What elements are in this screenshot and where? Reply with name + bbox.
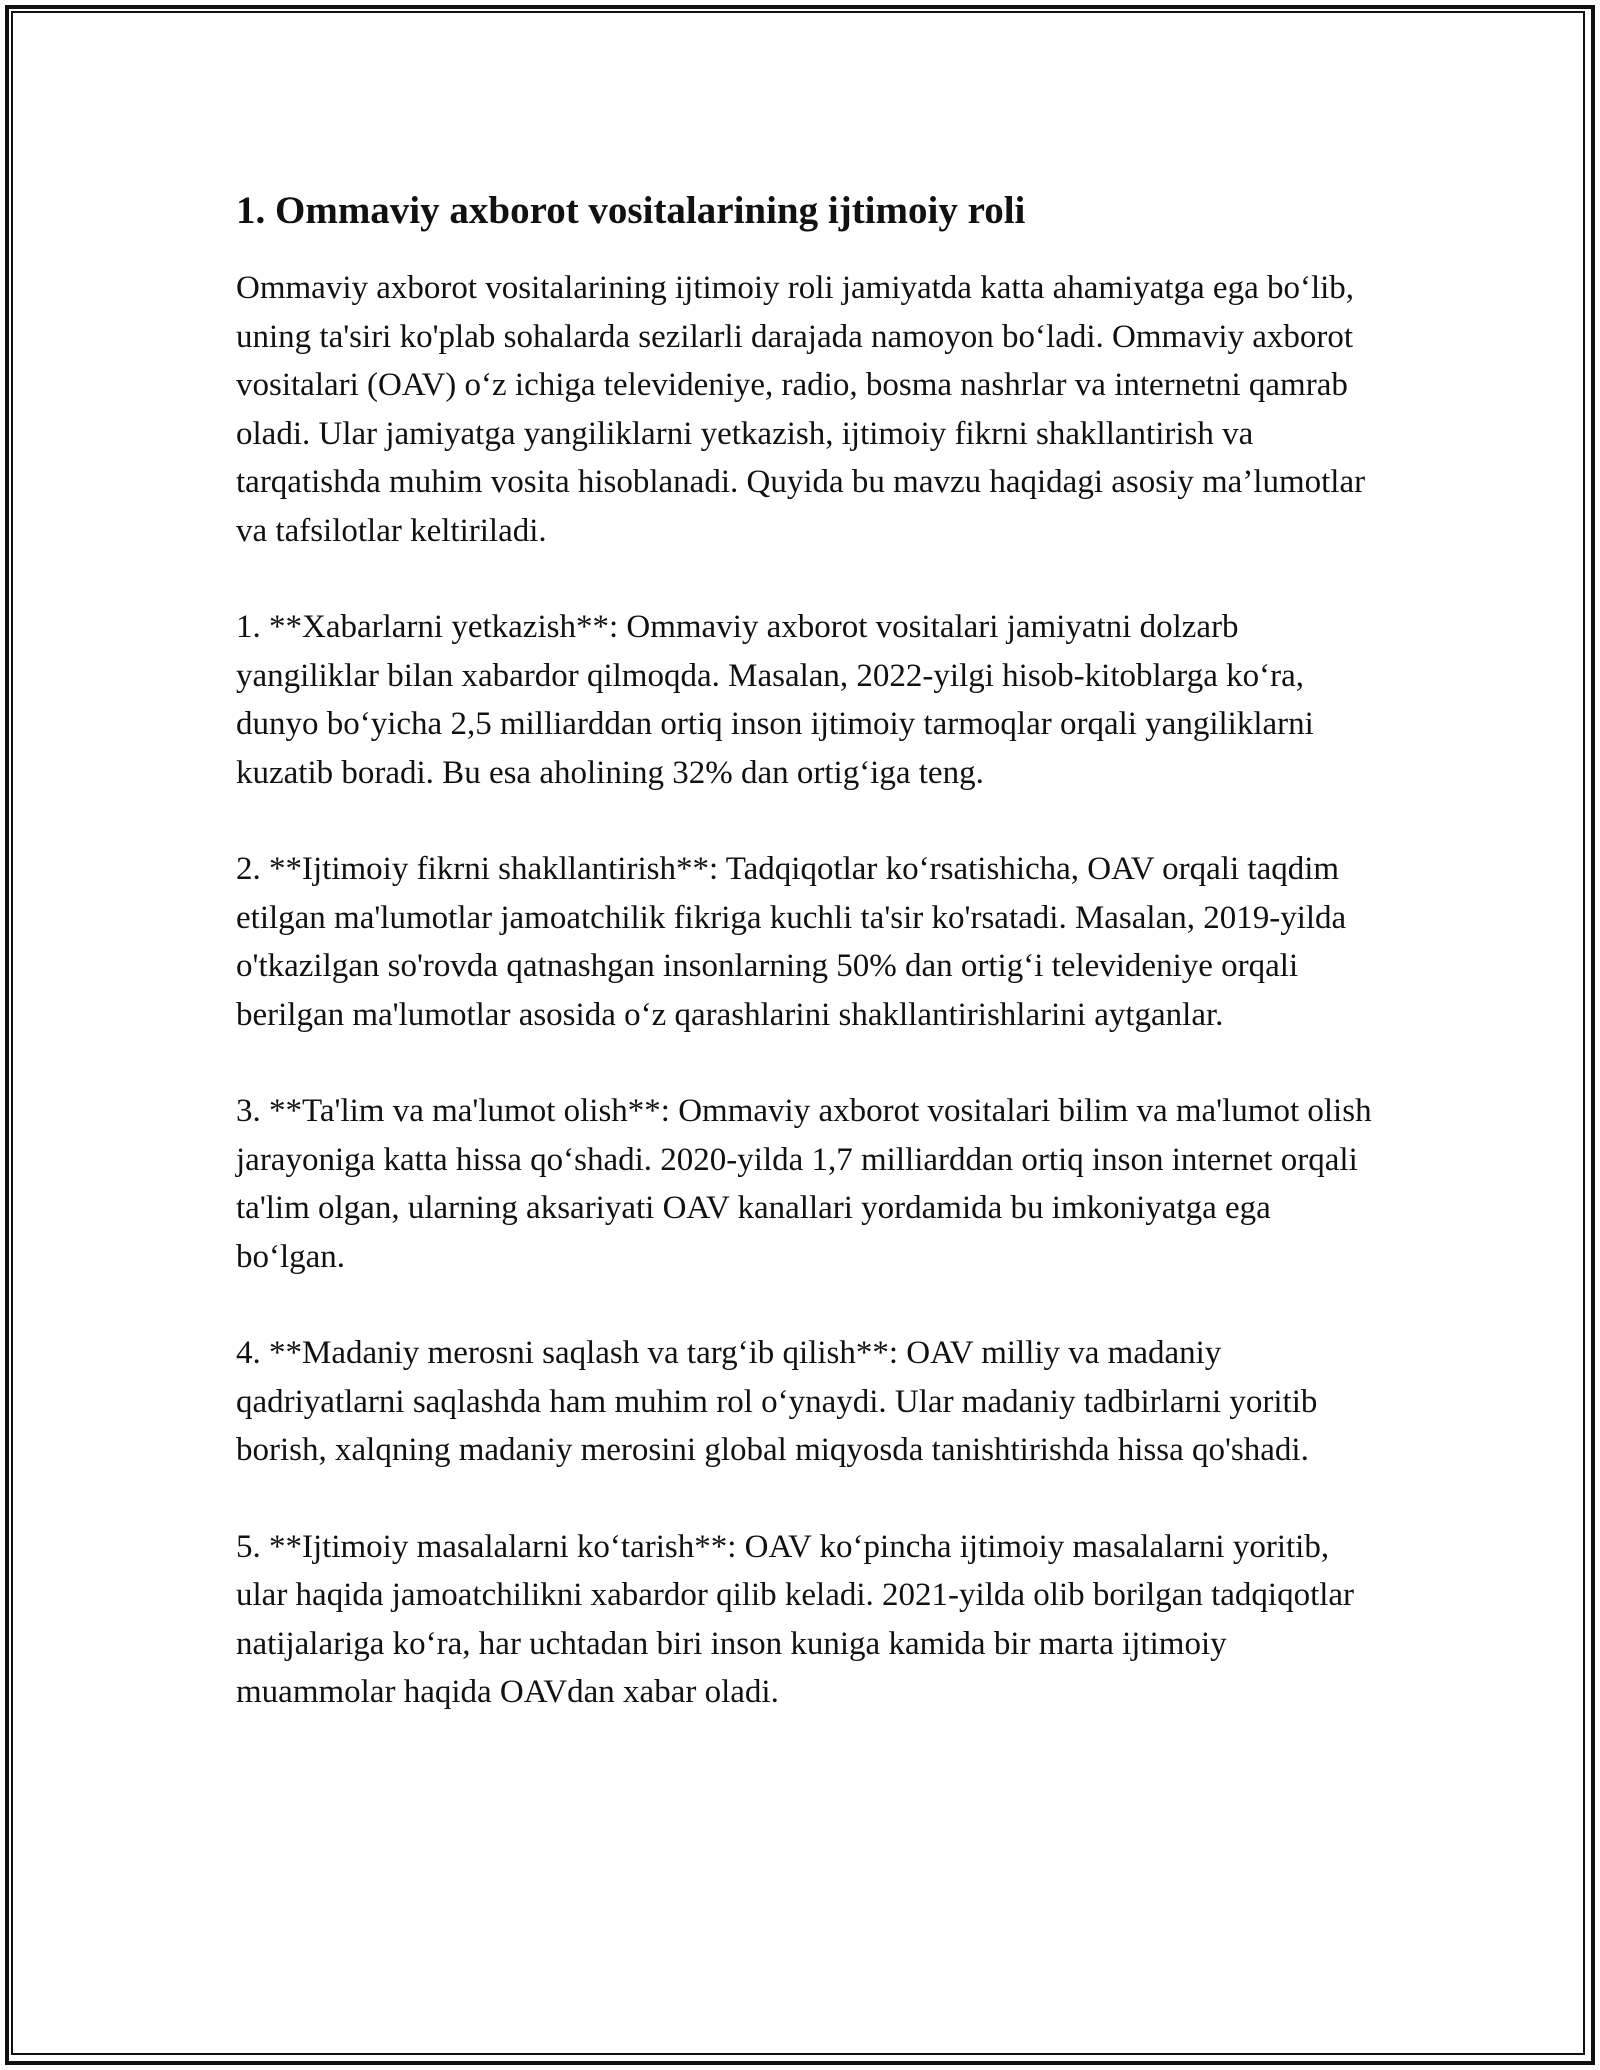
point-5-paragraph: 5. **Ijtimoiy masalalarni ko‘tarish**: OAV ko‘pincha ijtimoiy masalalarni yoritib, ular haqida jamoatchilikni xabardor qilib keladi. 2021-yilda olib borilgan tadqiqotlar natijalariga ko‘ra, har uchtadan biri inson kuniga kamida bir marta ijtimoiy muammolar haqida OAVdan xabar oladi. <box>236 1528 1355 1710</box>
point-4-paragraph: 4. **Madaniy merosni saqlash va targ‘ib qilish**: OAV milliy va madaniy qadriyatlarni saqlashda ham muhim rol o‘ynaydi. Ular madaniy tadbirlarni yoritib borish, xalqning madaniy merosini global miqyosda tanishtirishda hissa qo'shadi. <box>236 1335 1318 1468</box>
point-3-paragraph: 3. **Ta'lim va ma'lumot olish**: Ommaviy axborot vositalari bilim va ma'lumot olish jarayoniga katta hissa qo‘shadi. 2020-yilda 1,7 milliarddan ortiq inson internet orqali ta'lim olgan, ularning aksariyati OAV kanallari yordamida bu imkoniyatga ega bo‘lgan. <box>236 1093 1372 1275</box>
intro-paragraph: Ommaviy axborot vositalarining ijtimoiy roli jamiyatda katta ahamiyatga ega bo‘lib, uning ta'siri ko'plab sohalarda sezilarli darajada namoyon bo‘ladi. Ommaviy axborot vositalari (OAV) o‘z ichiga televideniye, radio, bosma nashrlar va internetni qamrab oladi. Ular jamiyatga yangiliklarni yetkazish, ijtimoiy fikrni shakllantirish va tarqatishda muhim vosita hisoblanadi. Quyida bu mavzu haqidagi asosiy ma’lumotlar va tafsilotlar keltiriladi. <box>236 270 1366 549</box>
document-body <box>236 180 1376 1765</box>
point-1-paragraph: 1. **Xabarlarni yetkazish**: Ommaviy axborot vositalari jamiyatni dolzarb yangiliklar bilan xabardor qilmoqda. Masalan, 2022-yilgi hisob-kitoblarga ko‘ra, dunyo bo‘yicha 2,5 milliarddan ortiq inson ijtimoiy tarmoqlar orqali yangiliklarni kuzatib boradi. Bu esa aholining 32% dan ortig‘iga teng. <box>236 609 1314 791</box>
point-2-paragraph: 2. **Ijtimoiy fikrni shakllantirish**: Tadqiqotlar ko‘rsatishicha, OAV orqali taqdim etilgan ma'lumotlar jamoatchilik fikriga kuchli ta'sir ko'rsatadi. Masalan, 2019-yilda o'tkazilgan so'rovda qatnashgan insonlarning 50% dan ortig‘i televideniye orqali berilgan ma'lumotlar asosida o‘z qarashlarini shakllantirishlarini aytganlar. <box>236 851 1347 1033</box>
document-title: 1. Ommaviy axborot vositalarining ijtimoiy roli <box>236 189 1026 232</box>
